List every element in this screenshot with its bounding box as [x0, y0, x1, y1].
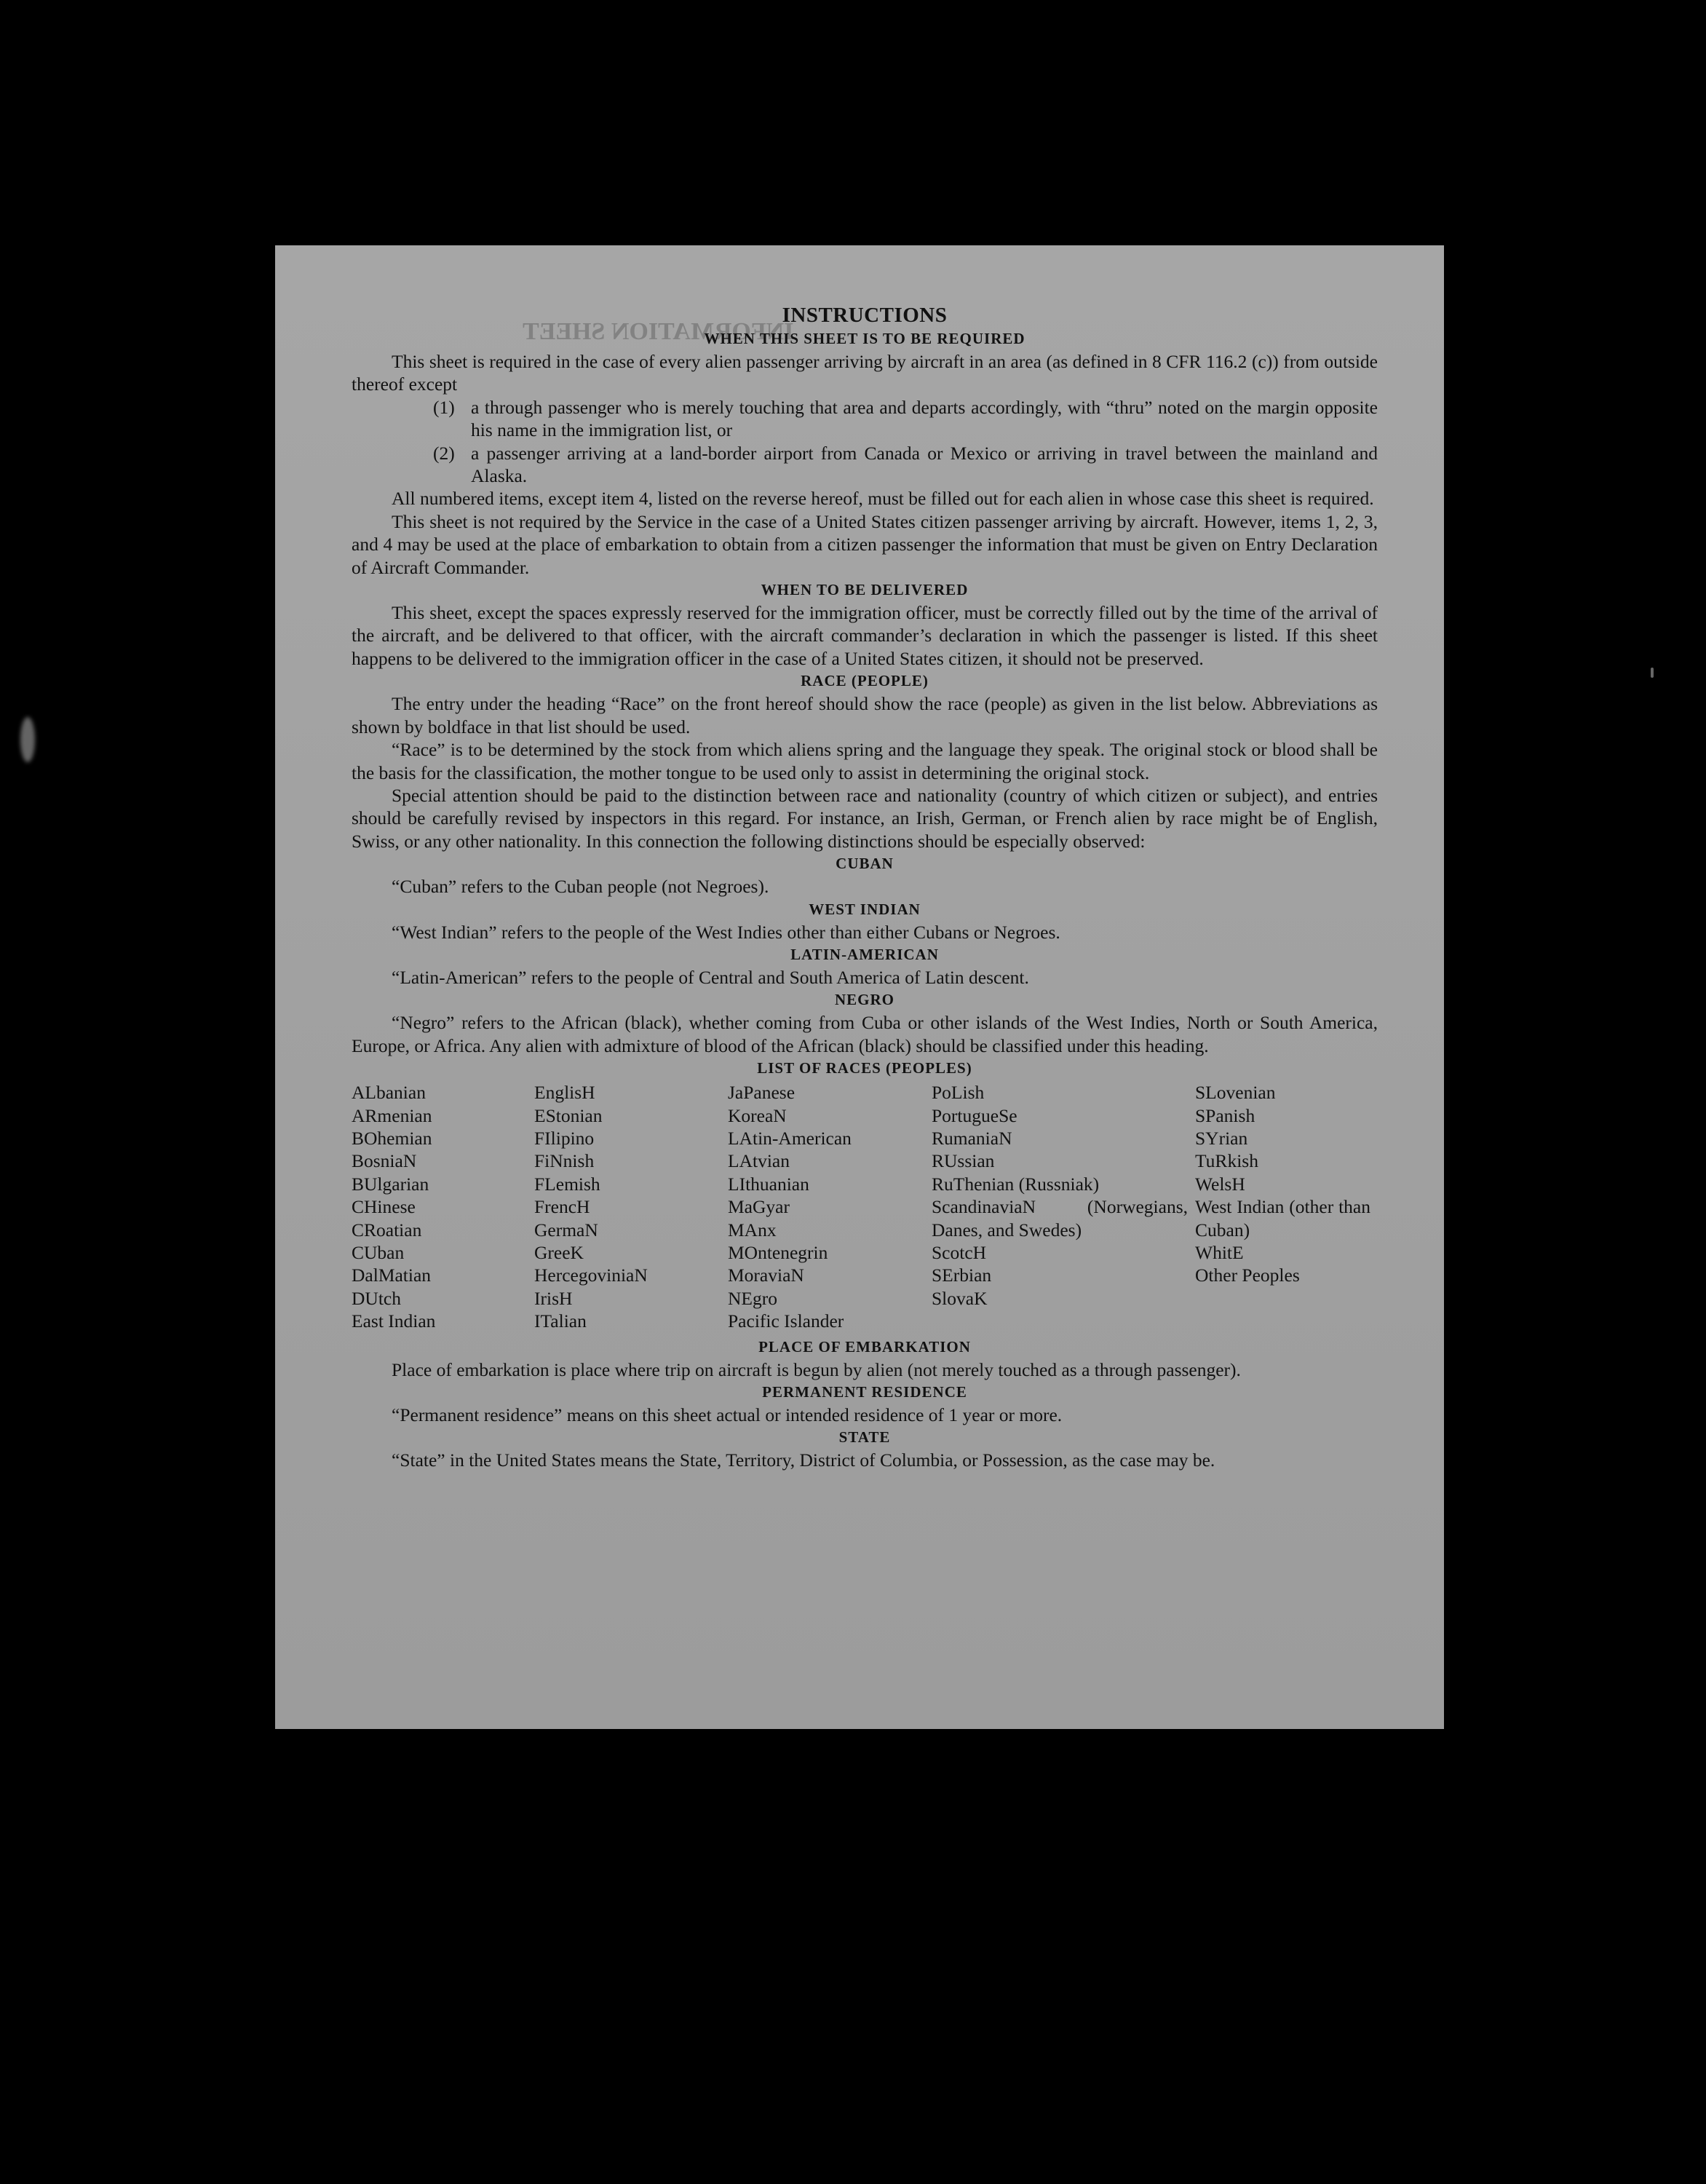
race-item: HercegoviniaN [534, 1265, 648, 1286]
race-item: BUlgarian [352, 1173, 429, 1195]
race-item: WelsH [1195, 1173, 1245, 1195]
paragraph-numbered-items: All numbered items, except item 4, listed on the reverse hereof, must be filled out for each alien in whose case this sheet is required. [392, 488, 1374, 510]
race-item: CUban [352, 1242, 405, 1263]
race-item: IrisH [534, 1287, 573, 1309]
heading-list-of-races: LIST OF RACES (PEOPLES) [757, 1059, 972, 1077]
heading-cuban: CUBAN [836, 855, 894, 873]
race-item: SLovenian [1195, 1082, 1276, 1104]
race-item: SPanish [1195, 1104, 1255, 1126]
paragraph-west-indian: “West Indian” refers to the people of the West Indies other than either Cubans or Negroes. [392, 921, 1060, 943]
races-list [352, 1081, 1378, 1332]
race-item: LAtvian [728, 1150, 790, 1172]
race-item: West Indian (other than Cuban) [1195, 1196, 1370, 1241]
race-item: PoLish [932, 1082, 985, 1104]
exception-number: (1) [433, 396, 455, 418]
races-column-5 [1195, 1081, 1378, 1332]
race-item: CHinese [352, 1196, 416, 1218]
paragraph-place-of-embarkation: Place of embarkation is place where trip on aircraft is begun by alien (not merely touched as a through passenger). [392, 1358, 1241, 1380]
heading-race: RACE (PEOPLE) [801, 672, 929, 690]
race-item: LAtin-American [728, 1127, 852, 1149]
race-item: JaPanese [728, 1082, 796, 1104]
page-title: INSTRUCTIONS [782, 304, 948, 327]
paragraph-delivery: This sheet, except the spaces expressly reserved for the immigration officer, must be correctly filled out by the time of the arrival of the aircraft, and be delivered to that officer, with the aircraft commander’s declaration in which the passenger is listed. If this sheet happens to be delivered to the immigration officer in the case of a United States citizen, it should not be preserved. [352, 602, 1378, 669]
race-item: EnglisH [534, 1082, 595, 1104]
race-item: BosniaN [352, 1150, 417, 1172]
race-item: FLemish [534, 1173, 600, 1195]
race-item: SErbian [932, 1265, 992, 1286]
paragraph-race-1: The entry under the heading “Race” on the front hereof should show the race (people) as given in the list below. Abbreviations as shown by boldface in that list should be used. [352, 693, 1378, 737]
paragraph-state: “State” in the United States means the State, Territory, District of Columbia, or Possession, as the case may be. [392, 1449, 1215, 1471]
heading-west-indian: WEST INDIAN [809, 900, 921, 918]
race-item: EStonian [534, 1104, 603, 1126]
exceptions-list [352, 396, 1378, 488]
race-item: MoraviaN [728, 1265, 804, 1286]
race-item: RuThenian (Russniak) [932, 1173, 1100, 1195]
race-item: CRoatian [352, 1219, 422, 1241]
heading-state: STATE [838, 1428, 891, 1447]
race-item: MaGyar [728, 1196, 790, 1218]
race-item: TuRkish [1195, 1150, 1258, 1172]
race-item: RumaniaN [932, 1127, 1012, 1149]
race-item: ITalian [534, 1310, 587, 1332]
exception-text: a through passenger who is merely touching that area and departs accordingly, with “thru” noted on the margin opposite his name in the immigration list, or [471, 396, 1378, 441]
race-item: SlovaK [932, 1287, 988, 1309]
paragraph-negro: “Negro” refers to the African (black), whether coming from Cuba or other islands of the West Indies, North or South America, Europe, or Africa. Any alien with admixture of blood of the African (black) should be classified under this heading. [352, 1012, 1378, 1056]
paragraph-permanent-residence: “Permanent residence” means on this sheet actual or intended residence of 1 year or more. [392, 1404, 1063, 1426]
document-page [275, 245, 1444, 1729]
race-item: NEgro [728, 1287, 777, 1309]
races-column-2 [534, 1081, 728, 1332]
race-item: RUssian [932, 1150, 995, 1172]
race-item: GermaN [534, 1219, 598, 1241]
race-item: DalMatian [352, 1265, 432, 1286]
race-item: MOntenegrin [728, 1242, 828, 1263]
heading-place-of-embarkation: PLACE OF EMBARKATION [758, 1337, 971, 1356]
race-item: SYrian [1195, 1127, 1248, 1149]
race-item: Other Peoples [1195, 1265, 1300, 1286]
paragraph-cuban: “Cuban” refers to the Cuban people (not Negroes). [392, 876, 769, 898]
race-item: MAnx [728, 1219, 777, 1241]
race-item: BOhemian [352, 1127, 432, 1149]
race-item: WhitE [1195, 1242, 1244, 1263]
exception-text: a passenger arriving at a land-border airport from Canada or Mexico or arriving in travel between the mainland and Alaska. [471, 442, 1378, 487]
races-column-4 [932, 1081, 1195, 1332]
race-item: FiNnish [534, 1150, 595, 1172]
race-item: ScandinaviaN (Norwegians, Danes, and Swedes) [932, 1196, 1188, 1241]
race-item: FIlipino [534, 1127, 595, 1149]
scan-smudge [20, 717, 35, 762]
paragraph-latin-american: “Latin-American” refers to the people of Central and South America of Latin descent. [392, 966, 1029, 988]
races-column-3 [728, 1081, 932, 1332]
instructions-body [352, 302, 1378, 1472]
heading-negro: NEGRO [834, 991, 894, 1009]
race-item: ALbanian [352, 1082, 426, 1104]
race-item: LIthuanian [728, 1173, 809, 1195]
heading-permanent-residence: PERMANENT RESIDENCE [762, 1383, 967, 1401]
heading-when-delivered: WHEN TO BE DELIVERED [761, 581, 969, 599]
race-item: ARmenian [352, 1104, 432, 1126]
exception-item-1 [433, 396, 1378, 442]
race-item: DUtch [352, 1287, 401, 1309]
races-column-1 [352, 1081, 534, 1332]
race-item: PortugueSe [932, 1104, 1017, 1126]
paragraph-citizen: This sheet is not required by the Service in the case of a United States citizen passenger arriving by aircraft. However, items 1, 2, 3, and 4 may be used at the place of embarkation to obtain from a citizen passenger the information that must be given on Entry Declaration of Aircraft Commander. [352, 510, 1378, 578]
paragraph-race-2: “Race” is to be determined by the stock from which aliens spring and the language they speak. The original stock or blood shall be the basis for the classification, the mother tongue to be used only to assist in determining the original stock. [352, 739, 1378, 783]
race-item: FrencH [534, 1196, 590, 1218]
paragraph-race-3: Special attention should be paid to the distinction between race and nationality (country of which citizen or subject), and entries should be carefully revised by inspectors in this regard. For instance, an Irish, German, or French alien by race might be of English, Swiss, or any other nationality. In this connection the following distinctions should be especially observed: [352, 784, 1378, 852]
race-item: ScotcH [932, 1242, 987, 1263]
exception-item-2 [433, 442, 1378, 488]
race-item: East Indian [352, 1310, 436, 1332]
exception-number: (2) [433, 442, 455, 464]
race-item: GreeK [534, 1242, 584, 1263]
heading-latin-american: LATIN-AMERICAN [790, 945, 939, 963]
race-item: Pacific Islander [728, 1310, 844, 1332]
heading-when-required: WHEN THIS SHEET IS TO BE REQUIRED [704, 330, 1025, 347]
paragraph-intro: This sheet is required in the case of every alien passenger arriving by aircraft in an area (as defined in 8 CFR 116.2 (c)) from outside thereof except [352, 351, 1378, 395]
race-item: KoreaN [728, 1104, 787, 1126]
reverse-bleed-through: INFORMATION SHEET [523, 318, 794, 345]
scan-speck [1651, 668, 1654, 678]
